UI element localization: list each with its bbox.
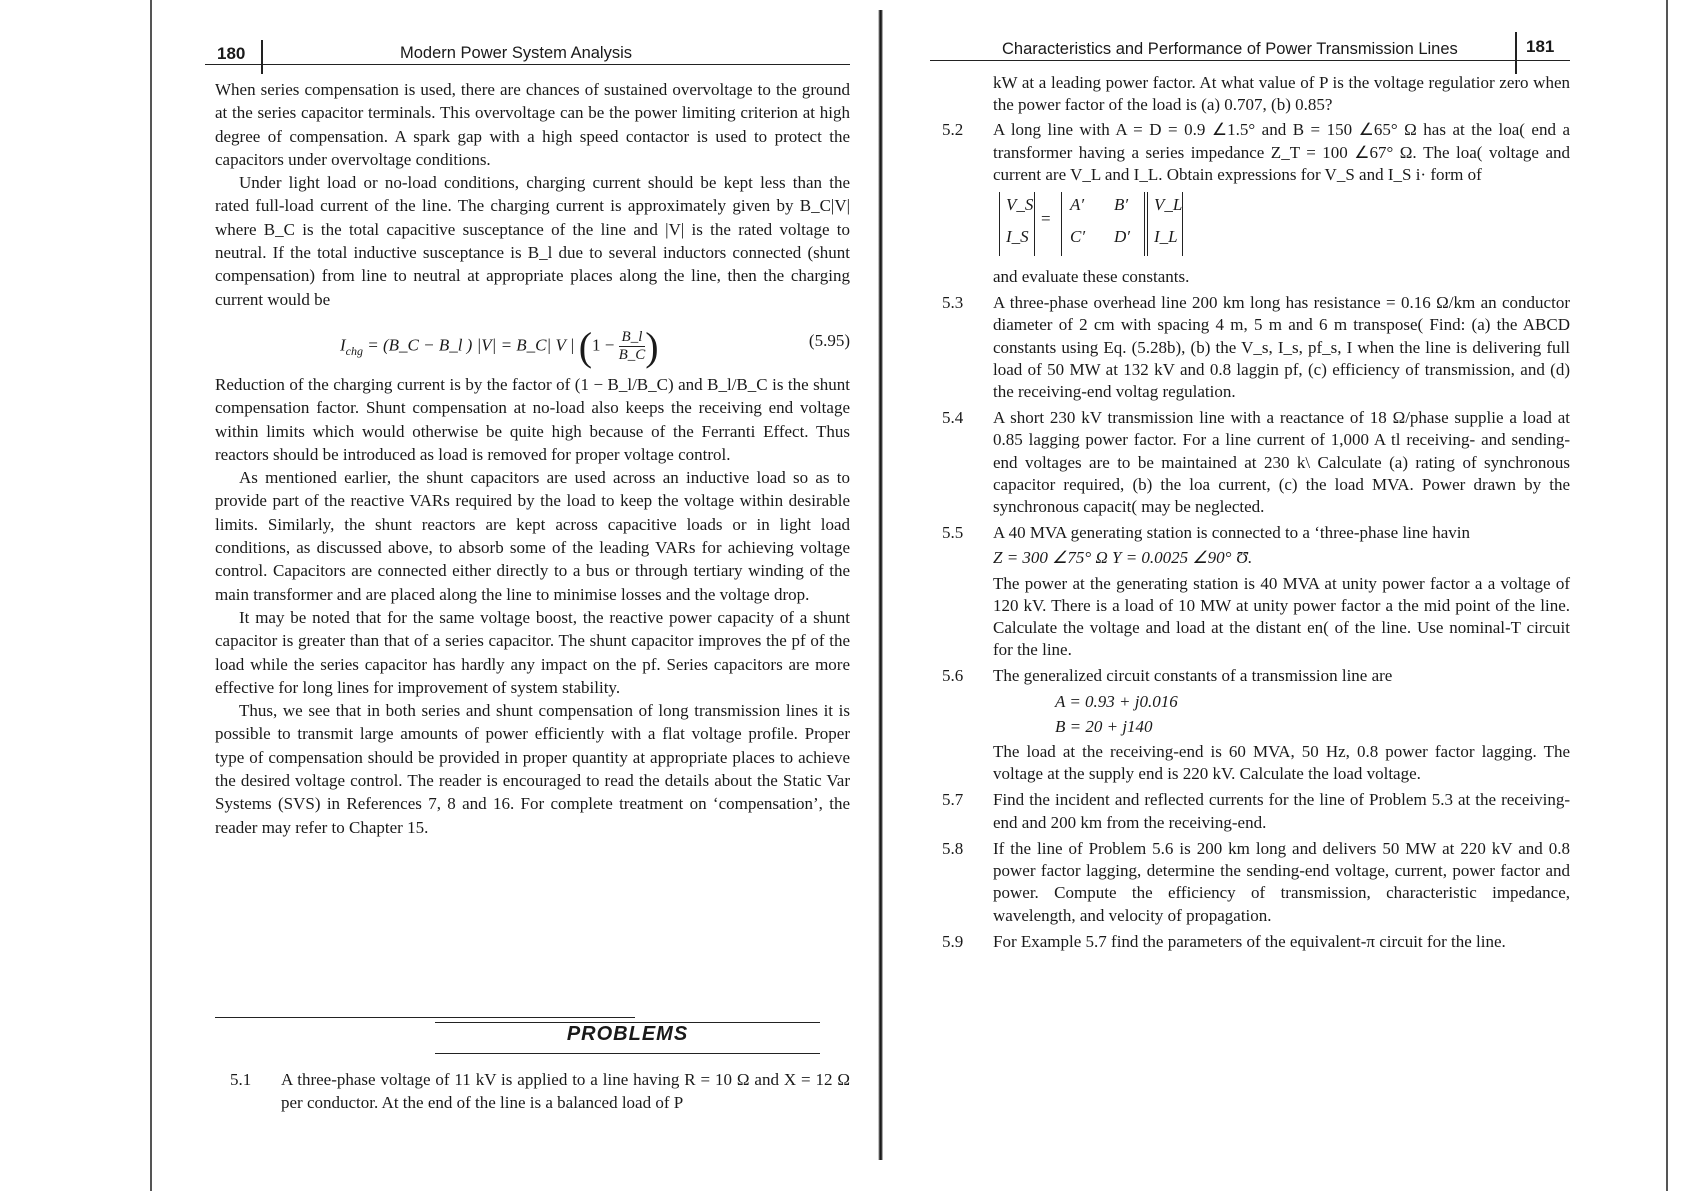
problem-number: 5.2: [942, 120, 964, 140]
running-title: Characteristics and Performance of Power Transmission Lines: [1002, 40, 1458, 58]
running-title: Modern Power System Analysis: [400, 44, 633, 62]
scan-edge-right: [1666, 0, 1668, 1191]
problem-item: [942, 931, 1570, 953]
matrix-cell: A′: [1070, 195, 1085, 215]
matrix-cell: V_L: [1154, 195, 1183, 215]
problem-number: 5.6: [942, 666, 964, 686]
right-page-header: [930, 38, 1570, 61]
problem-text: A three-phase overhead line 200 km long has resistance = 0.16 Ω/km an conductor diameter of 2 cm with spacing 4 m, 5 m and 6 m transpose( Find: (a) the ABCD constants using Eq. (5.28b), (b) the V_s, I_s, pf_s, I when the line is delivering full load of 50 MW at 132 kV and 0.8 laggin pf, (c) efficiency of transmission, and (d) the receiving-end voltag regulation.: [993, 293, 1570, 402]
matrix-lhs: [999, 192, 1035, 256]
problem-text: A three-phase voltage of 11 kV is applied to a line having R = 10 Ω and X = 12 Ω per conductor. At the end of the line is a balanced load of P: [281, 1070, 850, 1113]
equation-middle: = (B_C − B_l ) |V| = B_C| V |: [363, 335, 575, 355]
fraction-denominator: B_C: [618, 346, 646, 363]
problem-text: Find the incident and reflected currents for the line of Problem 5.3 at the receiving-end and 200 km from the receiving-end.: [993, 790, 1570, 832]
problem-number: 5.4: [942, 408, 964, 428]
page-number: 181: [1526, 37, 1555, 56]
problem-number: 5.5: [942, 523, 964, 543]
header-rule: [261, 40, 263, 74]
problem-text: The load at the receiving-end is 60 MVA, 50 Hz, 0.8 power factor lagging. The voltage at the supply end is 220 kV. Calculate the load voltage.: [993, 742, 1570, 784]
problem-equation: A = 0.93 + j0.016: [1055, 691, 1178, 711]
problem-text: For Example 5.7 find the parameters of the equivalent-π circuit for the line.: [993, 931, 1506, 951]
equation-5-95: [215, 311, 850, 373]
matrix-cell: V_S: [1006, 195, 1034, 215]
problem-equation: B = 20 + j140: [1055, 716, 1153, 736]
problem-text: The generalized circuit constants of a transmission line are: [993, 666, 1393, 686]
book-spine: [878, 10, 883, 1160]
scan-edge-left: [150, 0, 152, 1191]
paragraph: As mentioned earlier, the shunt capacitors are used across an inductive load so as to provide part of the reactive VARs required by the load to keep the voltage within desirable limits. Similarly, the shunt reactors are kept across capacitive loads or in light load conditions, as discussed above, to absorb some of the leading VARs for achieving voltage control. Capacitors are connected either directly to a bus or through tertiary winding of the main transformer and are placed along the line to minimise losses and the voltage drop.: [215, 468, 850, 604]
problem-number: 5.9: [942, 931, 964, 951]
one: 1 −: [592, 335, 619, 355]
problem-item: [942, 789, 1570, 833]
fraction-numerator: B_l: [619, 329, 646, 347]
problems-rule-left: [215, 1017, 635, 1018]
problem-item: [942, 292, 1570, 403]
problem-text: If the line of Problem 5.6 is 200 km long and delivers 50 MW at 220 kV and 0.8 power factor lagging, determine the sending-end voltage, current, power factor and power. Compute the efficiency of transmission, characteristic impedance, wavelength, and velocity of propagation.: [993, 838, 1570, 925]
problem-number: 5.1: [230, 1070, 252, 1089]
equation-lhs: I: [340, 335, 346, 355]
paren-close: ): [645, 323, 659, 369]
paren-open: (: [578, 323, 593, 369]
problem-text: The power at the generating station is 40 MVA at unity power factor a a voltage of 120 kV. There is a load of 10 MW at unity power factor a the mid point of the line. Calculate the voltage and load at the distant en( of the line. Use nominal-T circuit for the line.: [993, 573, 1570, 660]
problem-item: [942, 119, 1570, 288]
problem-item: [942, 665, 1570, 785]
page-number: 180: [217, 44, 246, 63]
problem-number: 5.8: [942, 838, 964, 858]
problem-text: and evaluate these constants.: [993, 267, 1190, 287]
problem-5-1: [230, 1068, 850, 1115]
problem-text: A long line with A = D = 0.9 ∠1.5° and B = 150 ∠65° Ω has at the loa( end a transformer having a series impedance Z_T = 100 ∠67° Ω. The loa( voltage and current are V_L and I_L. Obtain expressions for V_S and I_S i· form of: [993, 120, 1570, 184]
fraction: [619, 329, 646, 364]
continuation-text: kW at a leading power factor. At what value of P is the voltage regulatior zero when the power factor of the load is (a) 0.707, (b) 0.85?: [993, 73, 1570, 115]
equation-number: (5.95): [808, 330, 850, 350]
problem-text: A short 230 kV transmission line with a reactance of 18 Ω/phase supplie a load at 0.85 lagging power factor. For a line current of 1,000 A tl receiving- and sending-end voltages are to be maintained at 230 k\ Calculate (a) rating of synchronous capacitor required, (b) the loa current, (c) the load MVA. Power drawn by the synchronous capacit( may be neglected.: [993, 408, 1570, 517]
header-rule: [1515, 32, 1517, 74]
left-body-text: [215, 78, 850, 839]
problem-item: [942, 838, 1570, 927]
equals-sign: =: [1041, 209, 1051, 229]
matrix-cell: I_L: [1154, 227, 1178, 247]
problem-item: [942, 522, 1570, 661]
problem-number: 5.7: [942, 790, 964, 810]
problem-item: [230, 1068, 850, 1115]
paragraph: It may be noted that for the same voltage boost, the reactive power capacity of a shunt capacitor is greater than that of a series capacitor. The shunt capacitor improves the pf of the load while the series capacitor has hardly any impact on the pf. Series capacitors are more effective for long lines for improvement of system stability.: [215, 607, 850, 697]
problem-number: 5.3: [942, 293, 964, 313]
paragraph: When series compensation is used, there are chances of sustained overvoltage to the ground at the series capacitor terminals. This overvoltage can be the power limiting criterion at high degree of compensation. A spark gap with a high speed contactor is used to protect the capacitors under overvoltage conditions.: [215, 80, 850, 169]
matrix-cell: I_S: [1006, 227, 1029, 247]
problems-heading: PROBLEMS: [435, 1022, 820, 1054]
matrix-coefficients: [1061, 192, 1145, 256]
paragraph: Reduction of the charging current is by the factor of (1 − B_l/B_C) and B_l/B_C is the shunt compensation factor. Shunt compensation at no-load also keeps the receiving end voltage within limits which would otherwise be quite high because of the Ferranti Effect. Thus reactors should be introduced as load is removed for proper voltage control.: [215, 374, 850, 464]
problem-item: [942, 407, 1570, 518]
matrix-cell: C′: [1070, 227, 1086, 247]
matrix-rhs: [1147, 192, 1183, 256]
matrix-cell: D′: [1114, 227, 1130, 247]
problem-text: A 40 MVA generating station is connected to a ‘three-phase line havin: [993, 523, 1470, 543]
paragraph: Under light load or no-load conditions, charging current should be kept less than the rated full-load current of the line. The charging current is approximately given by B_C|V| where B_C is the total capacitive susceptance of the line and |V| is the rated voltage to neutral. If the total inductive susceptance is B_l due to several inductors connected (shunt compensation) from line to neutral at appropriate places along the line, then the charging current would be: [215, 173, 850, 309]
paragraph: Thus, we see that in both series and shunt compensation of long transmission lines it is possible to transmit large amounts of power efficiently with a flat voltage profile. Proper type of compensation should be provided in proper quantity at appropriate places to achieve the desired voltage control. The reader is encouraged to read the details about the Static Var Systems (SVS) in References 7, 8 and 16. For complete treatment on ‘compensation’, the reader may refer to Chapter 15.: [215, 701, 850, 837]
right-body-text: [942, 72, 1570, 953]
left-page-header: [205, 42, 850, 65]
equation-lhs-sub: chg: [345, 343, 363, 358]
equation-body: [340, 323, 659, 369]
abcd-matrix-equation: [993, 186, 1570, 266]
problem-equation: Z = 300 ∠75° Ω Y = 0.0025 ∠90° Ʊ.: [993, 548, 1253, 568]
matrix-cell: B′: [1114, 195, 1129, 215]
